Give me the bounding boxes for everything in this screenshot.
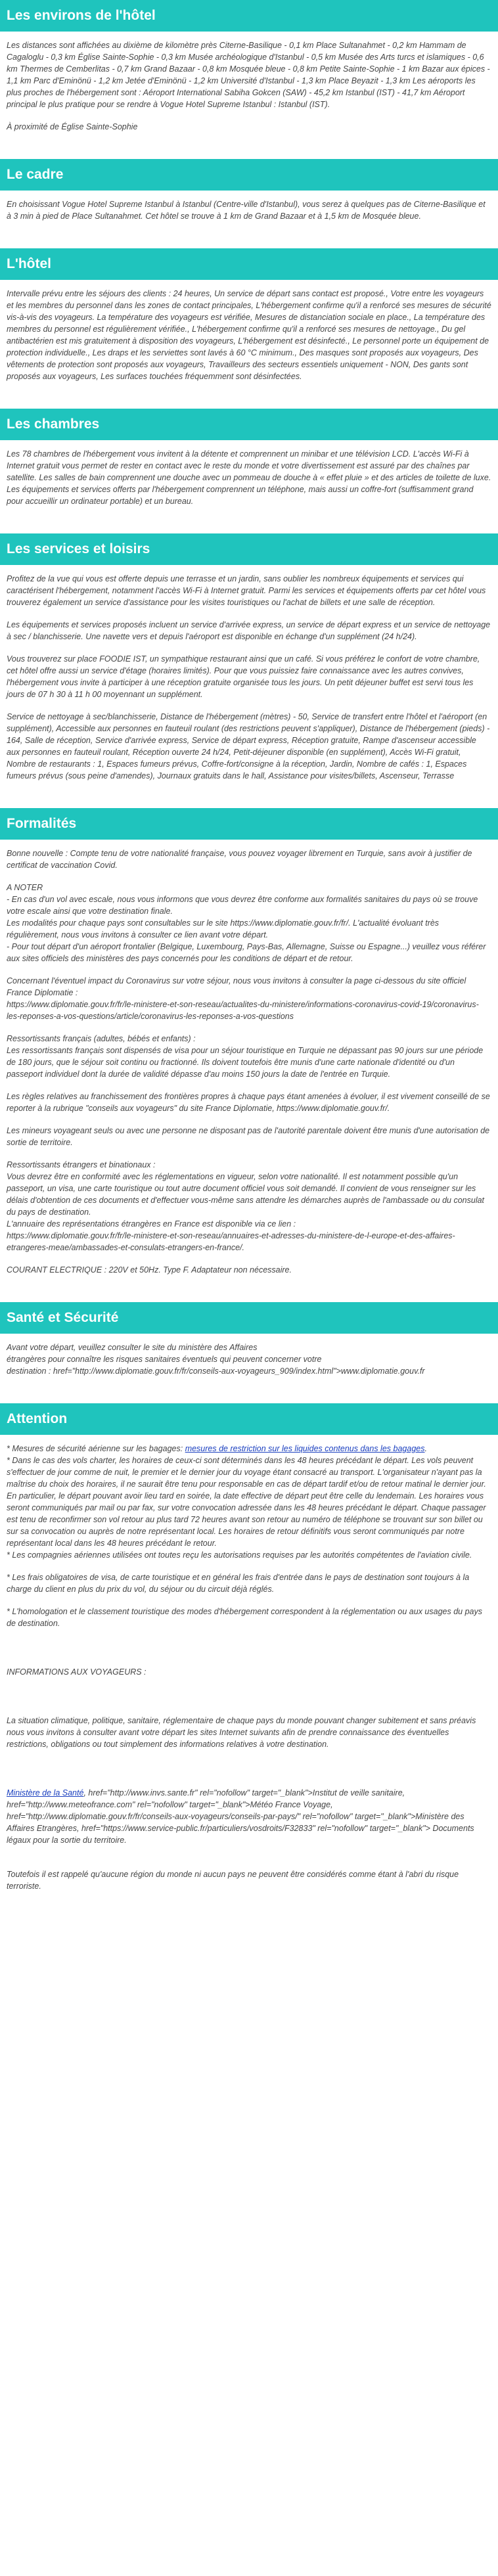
attention-text-5: La situation climatique, politique, sanitaire, réglementaire de chaque pays du monde pouvant changer subitement et sans préavis nous vous invitons à consulter avant votre départ les sites Internet suivants afin de prendre connaissance des éventuelles restrictions, obligations ou tout simplement des informations relatives à votre destination. xyxy=(7,1716,476,1749)
services-text-1: Profitez de la vue qui vous est offerte depuis une terrasse et un jardin, sans oublier les nombreux équipements et services qui caractérisent l'hébergement, notamment l'accès Wi-Fi à Internet gratuit. Parmi les services et équipements offerts par cet hôtel vous trouverez également un service d'assistance pour les visites touristiques ou l'achat de billets et une salle de réception. xyxy=(7,574,486,607)
chambres-text: Les 78 chambres de l'hébergement vous invitent à la détente et comprennent un minibar et une télévision LCD. L'accès Wi-Fi à Internet gratuit vous permet de rester en contact avec le reste du monde et votre divertissement est assuré par des chaînes par satellite. Les salles de bain comprennent une douche avec un pommeau de douche à « effet pluie » et des articles de toilette de luxe. Les équipements et services offerts par l'hébergement comprennent un téléphone, mais aussi un coffre-fort (suffisamment grand pour accueillir un ordinateur portable) et un bureau. xyxy=(7,449,491,506)
attention-text-1 xyxy=(7,1443,491,1561)
section-title-environs: Les environs de l'hôtel xyxy=(0,0,498,32)
services-text-4: Service de nettoyage à sec/blanchisserie, Distance de l'hébergement (mètres) - 50, Service de transfert entre l'hôtel et l'aéroport (en supplément), Accessible aux personnes en fauteuil roulant (des restrictions peuvent s'appliquer), Distance de l'hébergement (pieds) - 164, Salle de réception, Service d'arrivée express, Service de départ express, Réception gratuite, Rampe d'ascenseur accessible aux personnes en fauteuil roulant, Réception ouverte 24 h/24, Petit-déjeuner disponible (en supplément), Accès Wi-Fi gratuit, Nombre de restaurants : 1, Espaces fumeurs prévus, Coffre-fort/consigne à la réception, Jardin, Nombre de cafés : 1, Espaces fumeurs prévus (sous peine d'amendes), Journaux gratuits dans le hall, Assistance pour visites/billets, Ascenseur, Terrasse xyxy=(7,712,490,780)
attention-text-7: Toutefois il est rappelé qu'aucune région du monde ni aucun pays ne peuvent être considérés comme étant à l'abri du risque terroriste. xyxy=(7,1870,459,1891)
section-chambres xyxy=(0,409,498,533)
formalites-text-5: Les règles relatives au franchissement des frontières propres à chaque pays étant amenées à évoluer, il est vivement conseillé de se reporter à la rubrique "conseils aux voyageurs" du site France Diplomatie, https://www.diplomatie.gouv.fr/. xyxy=(7,1092,490,1113)
attention-text-1-after: . * Dans le cas des vols charter, les horaires de ceux-ci sont déterminés dans les 48 heures précédant le départ. Les vols peuvent s'effectuer de jour comme de nuit, le premier et le dernier jour du voyage étant consacré au transport. L'organisateur n'ayant pas la maîtrise du choix des horaires, il ne saurait être tenu pour responsable en cas de départ tardif et/ou de retour matinal le dernier jour. En particulier, le départ pouvant avoir lieu tard en soirée, la date effective de départ peut être celle du lendemain. Les horaires vous seront communiqués par mail ou par fax, sur votre convocation adressée dans les 48 heures précédant le départ. Chaque passager est tenu de reconfirmer son vol retour au plus tard 72 heures avant son retour au numéro de téléphone se trouvant sur son billet ou sur sa convocation ou auprès de notre représentant local. Les horaires de retour définitifs vous seront communiqués par notre représentant local dans les 48 heures précédant le retour. * Les compagnies aériennes utilisées ont toutes reçu les autorisations requises par les autorités compétentes de l'aviation civile. xyxy=(7,1444,486,1560)
attention-text-2: * Les frais obligatoires de visa, de carte touristique et en général les frais d'entrée dans le pays de destination sont toujours à la charge du client en plus du prix du vol, du séjour ou du circuit déjà réglés. xyxy=(7,1573,470,1594)
environs-distances-text: Les distances sont affichées au dixième de kilomètre près Citerne-Basilique - 0,1 km Place Sultanahmet - 0,2 km Hammam de Cagaloglu - 0,3 km Église Sainte-Sophie - 0,3 km Musée archéologique d'Istanbul - 0,5 km Musée des Arts turcs et islamiques - 0,6 km Thermes de Cemberlitas - 0,7 km Grand Bazaar - 0,8 km Mosquée bleue - 0,8 km Petite Sainte-Sophie - 1 km Bazar aux épices - 1,1 km Parc d'Eminönü - 1,2 km Jetée d'Eminönü - 1,2 km Université d'Istanbul - 1,3 km Place Beyazit - 1,3 km Les aéroports les plus proches de l'hébergement sont : Aéroport International Sabiha Gokcen (SAW) - 45,2 km Istanbul (IST) - 41,7 km Aéroport principal le plus pratique pour se rendre à Vogue Hotel Supreme Istanbul : Istanbul (IST). xyxy=(7,41,490,109)
section-services xyxy=(0,533,498,808)
formalites-text-2: A NOTER - En cas d'un vol avec escale, nous vous informons que vous devrez être conforme aux formalités sanitaires du pays où se trouve votre escale ainsi que votre destination finale. Les modalités pour chaque pays sont consultables sur le site https://www.diplomatie.gouv.fr/fr/. L'actualité évoluant très régulièrement, nous vous invitons à consulter ce lien avant votre départ. - Pour tout départ d'un aéroport frontalier (Belgique, Luxembourg, Pays-Bas, Allemagne, Suisse ou Espagne...) veuillez vous référer aux sites officiels des ministères des pays concernés pour les conditions de départ et de retour. xyxy=(7,883,486,963)
section-cadre xyxy=(0,159,498,248)
section-title-attention: Attention xyxy=(0,1403,498,1435)
section-title-cadre: Le cadre xyxy=(0,159,498,191)
attention-text-3: * L'homologation et le classement touristique des modes d'hébergement correspondent à la réglementation ou aux usages du pays de destination. xyxy=(7,1607,482,1628)
services-text-3: Vous trouverez sur place FOODIE IST, un sympathique restaurant ainsi que un café. Si vous préférez le confort de votre chambre, cet hôtel offre aussi un service d'étage (horaires limités). Pour que vous puissiez faire connaissance avec les autres convives, l'hébergement vous invite à participer à une réception gratuite organisée tous les jours. Un petit déjeuner buffet est servi tous les jours de 07 h 30 à 11 h 00 moyennant un supplément. xyxy=(7,654,480,699)
section-attention xyxy=(0,1403,498,1908)
services-text-2: Les équipements et services proposés incluent un service d'arrivée express, un service de départ express et un service de nettoyage à sec / blanchisserie. Une navette vers et depuis l'aéroport est disponible en échange d'un supplément (24 h/24). xyxy=(7,620,491,641)
attention-text-4: INFORMATIONS AUX VOYAGEURS : xyxy=(7,1667,147,1677)
section-title-chambres: Les chambres xyxy=(0,409,498,440)
section-title-hotel: L'hôtel xyxy=(0,248,498,280)
section-title-sante: Santé et Sécurité xyxy=(0,1302,498,1334)
cadre-text: En choisissant Vogue Hotel Supreme Istanbul à Istanbul (Centre-ville d'Istanbul), vous serez à quelques pas de Citerne-Basilique et à 3 min à pied de Place Sultanahmet. Cet hôtel se trouve à 1 km de Grand Bazaar et à 1,5 km de Mosquée bleue. xyxy=(7,200,486,221)
formalites-text-1: Bonne nouvelle : Compte tenu de votre nationalité française, vous pouvez voyager librement en Turquie, sans avoir à justifier de certificat de vaccination Covid. xyxy=(7,849,472,870)
liquids-restriction-link[interactable]: mesures de restriction sur les liquides contenus dans les bagages xyxy=(185,1444,425,1453)
formalites-text-3: Concernant l'éventuel impact du Coronavirus sur votre séjour, nous vous invitons à consulter la page ci-dessous du site officiel France Diplomatie : https://www.diplomatie.gouv.fr/fr/le-ministere-et-son-reseau/actualites-du-ministere/informations-coronavirus-covid-19/coronavirus-les-reponses-a-vos-questions/article/coronavirus-les-reponses-a-vos-questions xyxy=(7,976,479,1021)
section-sante xyxy=(0,1302,498,1403)
section-hotel xyxy=(0,248,498,409)
attention-text-6 xyxy=(7,1787,491,1846)
environs-proximity-text: À proximité de Église Sainte-Sophie xyxy=(7,122,138,131)
formalites-text-7: Ressortissants étrangers et binationaux : Vous devrez être en conformité avec les réglementations en vigueur, selon votre nationalité. Il est notamment possible qu'un passeport, un visa, une carte touristique ou tout autre document officiel vous soit demandé. Il convient de vous renseigner sur les délais d'obtention de ces documents et d'effectuer vous-même sans attendre les démarches auprès de l'ambassade ou du consulat du pays de destination. L'annuaire des représentations étrangères en France est disponible via ce lien : https://www.diplomatie.gouv.fr/fr/le-ministere-et-son-reseau/annuaires-et-adresses-du-ministere-de-l-europe-et-des-affaires-etrangeres-meae/ambassades-et-consulats-etrangers-en-france/. xyxy=(7,1160,485,1252)
section-environs xyxy=(0,0,498,159)
ministere-sante-link[interactable]: Ministère de la Santé xyxy=(7,1788,84,1797)
attention-text-6-after: , href="http://www.invs.sante.fr" rel="nofollow" target="_blank">Institut de veille sanitaire, href="http://www.meteofrance.com" rel="nofollow" target="_blank">Météo France Voyage, href="http://www.diplomatie.gouv.fr/fr/conseils-aux-voyageurs/conseils-par-pays/" rel="nofollow" target="_blank">Ministère des Affaires Etrangères, href="https://www.service-public.fr/particuliers/vosdroits/F32833" rel="nofollow" target="_blank"> Documents légaux pour la sortie du territoire. xyxy=(7,1788,474,1845)
hotel-text: Intervalle prévu entre les séjours des clients : 24 heures, Un service de départ sans contact est proposé., Votre entre les voyageurs et les membres du personnel dans les zones de contact principales, L'hébergement confirme qu'il a renforcé ses mesures de sécurité vis-à-vis des voyageurs. La température des voyageurs est vérifiée, Mesures de distanciation sociale en place., La température des membres du personnel est régulièrement vérifiée., L'hébergement confirme qu'il a renforcé ses mesures de nettoyage., Du gel antibactérien est mis gratuitement à disposition des voyageurs, L'hébergement est désinfecté., Le personnel porte un équipement de protection individuelle., Les draps et les serviettes sont lavés à 60 °C minimum., Des masques sont proposés aux voyageurs, Des vêtements de protection sont proposés aux voyageurs, Travailleurs des secteurs essentiels uniquement - NON, Des gants sont proposés aux voyageurs, Les surfaces touchées fréquemment sont désinfectées. xyxy=(7,289,491,381)
formalites-text-4: Ressortissants français (adultes, bébés et enfants) : Les ressortissants français sont dispensés de visa pour un séjour touristique en Turquie ne dépassant pas 90 jours sur une période de 180 jours, que le séjour soit continu ou fractionné. Ils doivent toutefois être munis d'une carte nationale d'identité ou d'un passeport individuel dont la durée de validité dépasse d'au moins 150 jours la date de l'entrée en Turquie. xyxy=(7,1034,484,1079)
section-formalites xyxy=(0,808,498,1302)
section-title-services: Les services et loisirs xyxy=(0,533,498,565)
sante-text: Avant votre départ, veuillez consulter le site du ministère des Affaires étrangères pour connaître les risques sanitaires éventuels qui peuvent concerner votre destination : href="http://www.diplomatie.gouv.fr/fr/conseils-aux-voyageurs_909/index.html">www.diplomatie.gouv.fr xyxy=(7,1343,425,1376)
formalites-text-6: Les mineurs voyageant seuls ou avec une personne ne disposant pas de l'autorité parentale doivent être munis d'une autorisation de sortie de territoire. xyxy=(7,1126,490,1147)
section-title-formalites: Formalités xyxy=(0,808,498,840)
formalites-text-8: COURANT ELECTRIQUE : 220V et 50Hz. Type F. Adaptateur non nécessaire. xyxy=(7,1265,292,1275)
attention-text-1-before: * Mesures de sécurité aérienne sur les bagages: xyxy=(7,1444,185,1453)
